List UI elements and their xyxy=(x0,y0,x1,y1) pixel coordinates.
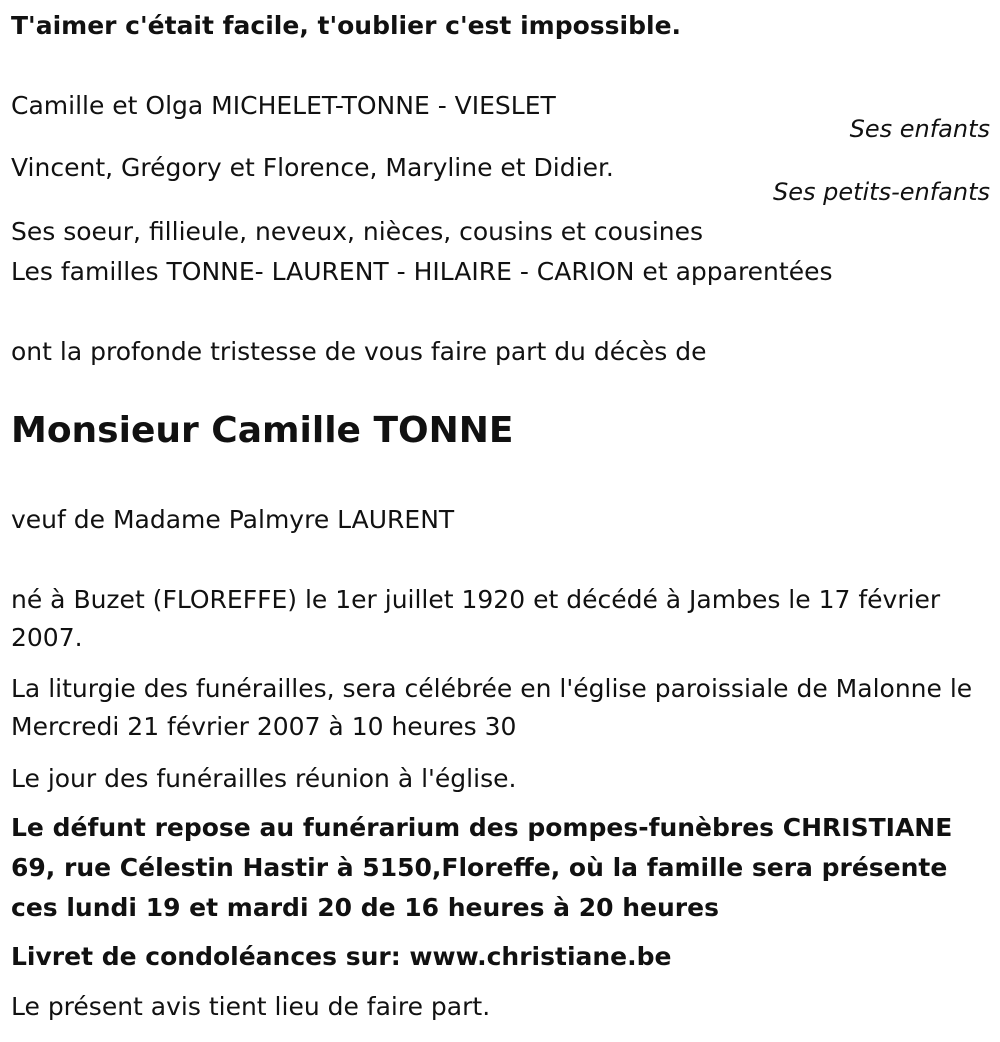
birth-death-paragraph: né à Buzet (FLOREFFE) le 1er juillet 1920 et décédé à Jambes le 17 février 2007. xyxy=(11,585,941,652)
closing-line: Le présent avis tient lieu de faire part. xyxy=(11,992,491,1021)
grandchildren-role: Ses petits-enfants xyxy=(772,178,990,206)
deceased-name: Monsieur Camille TONNE xyxy=(11,410,514,451)
epigraph: T'aimer c'était facile, t'oublier c'est impossible. xyxy=(11,11,682,40)
relatives-line-2: Les familles TONNE- LAURENT - HILAIRE - CARION et apparentées xyxy=(11,257,833,286)
relatives-line-1: Ses soeur, fillieule, neveux, nièces, cousins et cousines xyxy=(11,217,704,246)
announcement: ont la profonde tristesse de vous faire part du décès de xyxy=(11,337,707,366)
funerarium-paragraph: Le défunt repose au funérarium des pompes-funèbres CHRISTIANE 69, rue Célestin Hastir à 5150,Floreffe, où la famille sera présente ces lundi 19 et mardi 20 de 16 heures à 20 heures xyxy=(11,813,953,922)
condolences-line: Livret de condoléances sur: www.christiane.be xyxy=(11,942,672,971)
meeting-line: Le jour des funérailles réunion à l'église. xyxy=(11,764,517,793)
grandchildren-names: Vincent, Grégory et Florence, Maryline et Didier. xyxy=(11,153,614,182)
children-names: Camille et Olga MICHELET-TONNE - VIESLET xyxy=(11,91,556,120)
children-role: Ses enfants xyxy=(849,115,990,143)
spouse-line: veuf de Madame Palmyre LAURENT xyxy=(11,505,455,534)
liturgy-paragraph: La liturgie des funérailles, sera célébrée en l'église paroissiale de Malonne le Mercredi 21 février 2007 à 10 heures 30 xyxy=(11,674,973,741)
